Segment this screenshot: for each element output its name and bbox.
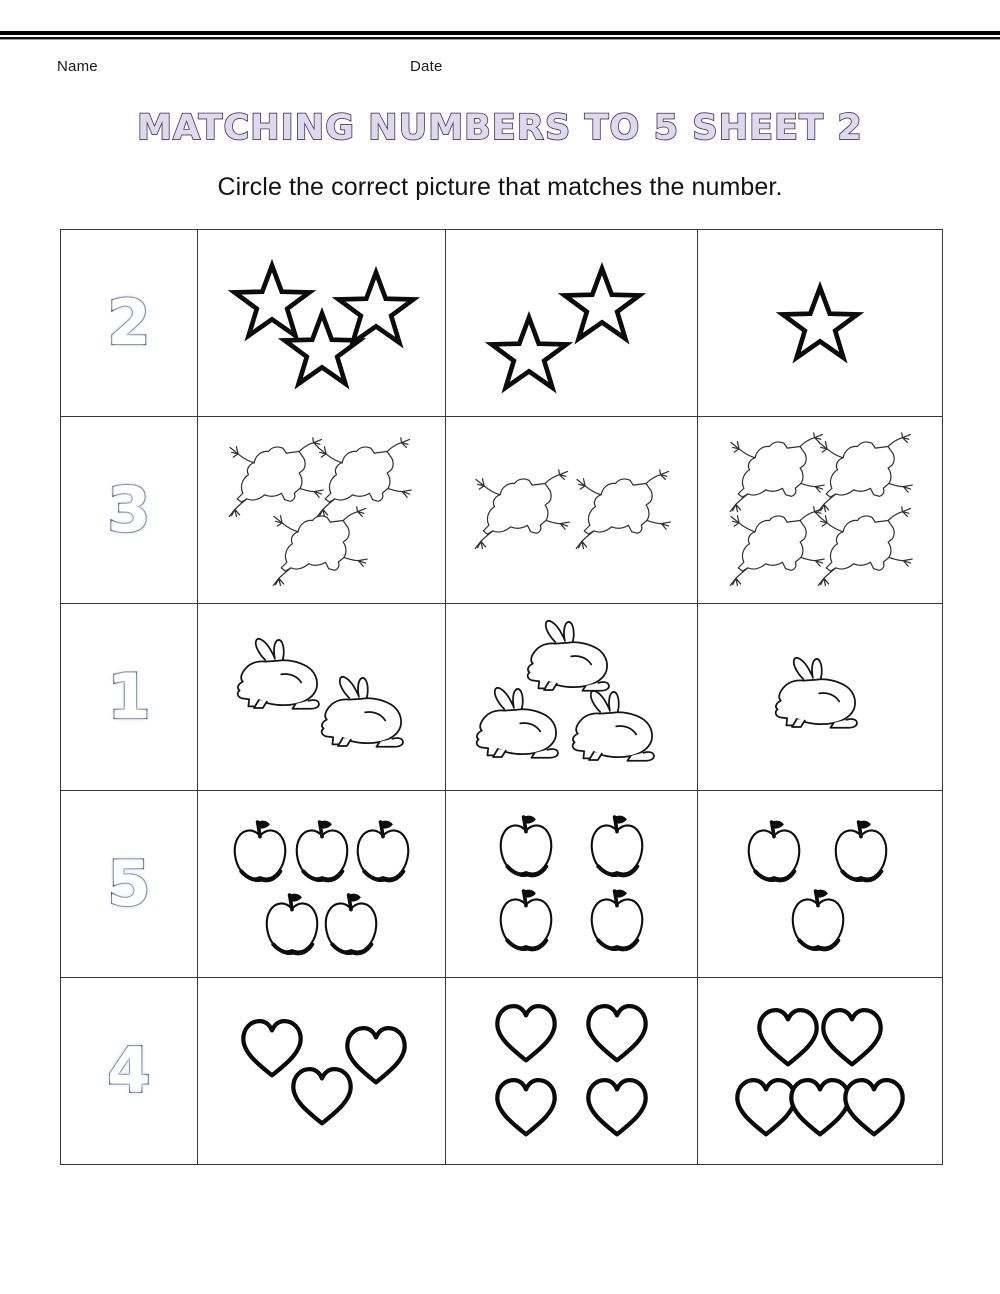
table-row xyxy=(61,791,943,978)
number-prompt-cell xyxy=(61,791,198,978)
number-prompt-cell xyxy=(61,417,198,604)
apple-icon xyxy=(491,813,561,881)
apple-icon xyxy=(582,813,652,881)
apple-icon xyxy=(826,818,896,886)
apple-icon xyxy=(491,887,561,955)
apple-icon xyxy=(316,891,386,959)
table-row xyxy=(61,604,943,791)
number-value: 2 xyxy=(107,286,151,359)
rule-grey-bar xyxy=(0,39,1000,40)
picture-group xyxy=(698,978,942,1164)
apple-icon xyxy=(348,818,418,886)
frog-icon xyxy=(569,469,675,551)
picture-group xyxy=(446,230,697,416)
heart-icon xyxy=(343,1025,409,1087)
picture-group xyxy=(198,230,445,416)
apple-icon xyxy=(287,818,357,886)
picture-group xyxy=(198,791,445,977)
date-field-label: Date xyxy=(410,58,443,75)
table-row xyxy=(61,417,943,604)
picture-group xyxy=(698,791,942,977)
picture-group xyxy=(198,978,445,1164)
heart-icon xyxy=(819,1007,885,1069)
answer-option-cell[interactable] xyxy=(446,230,698,417)
top-divider-rule xyxy=(0,31,1000,42)
answer-option-cell[interactable] xyxy=(198,230,446,417)
apple-icon xyxy=(783,887,853,955)
apple-icon xyxy=(225,818,295,886)
picture-group xyxy=(698,417,942,603)
heart-icon xyxy=(493,1077,559,1139)
picture-group xyxy=(446,604,697,790)
answer-option-cell[interactable] xyxy=(198,791,446,978)
picture-group xyxy=(446,791,697,977)
frog-icon xyxy=(811,432,917,514)
picture-group xyxy=(198,417,445,603)
heart-icon xyxy=(755,1007,821,1069)
picture-group xyxy=(198,604,445,790)
instruction-text: Circle the correct picture that matches the number. xyxy=(217,173,783,201)
answer-option-cell[interactable] xyxy=(198,417,446,604)
number-value: 5 xyxy=(107,847,151,920)
number-prompt-cell xyxy=(61,230,198,417)
answer-option-cell[interactable] xyxy=(698,978,943,1165)
answer-option-cell[interactable] xyxy=(446,417,698,604)
heart-icon xyxy=(493,1003,559,1065)
picture-group xyxy=(698,230,942,416)
number-prompt-cell xyxy=(61,978,198,1165)
star-icon xyxy=(490,316,568,390)
answer-option-cell[interactable] xyxy=(198,604,446,791)
name-date-row xyxy=(0,58,1000,82)
picture-group xyxy=(446,978,697,1164)
rabbit-icon xyxy=(314,674,418,758)
heart-icon xyxy=(584,1077,650,1139)
heart-icon xyxy=(841,1077,907,1139)
answer-option-cell[interactable] xyxy=(446,604,698,791)
frog-icon xyxy=(266,506,372,588)
number-prompt-cell xyxy=(61,604,198,791)
answer-option-cell[interactable] xyxy=(698,230,943,417)
picture-group xyxy=(446,417,697,603)
frog-icon xyxy=(811,506,917,588)
star-icon xyxy=(337,271,415,345)
answer-option-cell[interactable] xyxy=(698,791,943,978)
heart-icon xyxy=(584,1003,650,1065)
star-icon xyxy=(781,286,859,360)
number-value: 4 xyxy=(107,1034,151,1107)
apple-icon xyxy=(582,887,652,955)
picture-group xyxy=(698,604,942,790)
answer-option-cell[interactable] xyxy=(446,791,698,978)
answer-option-cell[interactable] xyxy=(446,978,698,1165)
table-row xyxy=(61,230,943,417)
page-title: MATCHING NUMBERS TO 5 SHEET 2 xyxy=(137,108,863,148)
rabbit-icon xyxy=(469,685,573,769)
answer-option-cell[interactable] xyxy=(698,417,943,604)
matching-exercise-table xyxy=(60,229,943,1165)
answer-option-cell[interactable] xyxy=(698,604,943,791)
number-value: 1 xyxy=(107,660,151,733)
apple-icon xyxy=(739,818,809,886)
table-row xyxy=(61,978,943,1165)
rabbit-icon xyxy=(565,688,669,772)
frog-icon xyxy=(468,469,574,551)
number-value: 3 xyxy=(107,473,151,546)
rabbit-icon xyxy=(768,655,872,739)
star-icon xyxy=(563,267,641,341)
name-field-label: Name xyxy=(57,58,98,75)
answer-option-cell[interactable] xyxy=(198,978,446,1165)
